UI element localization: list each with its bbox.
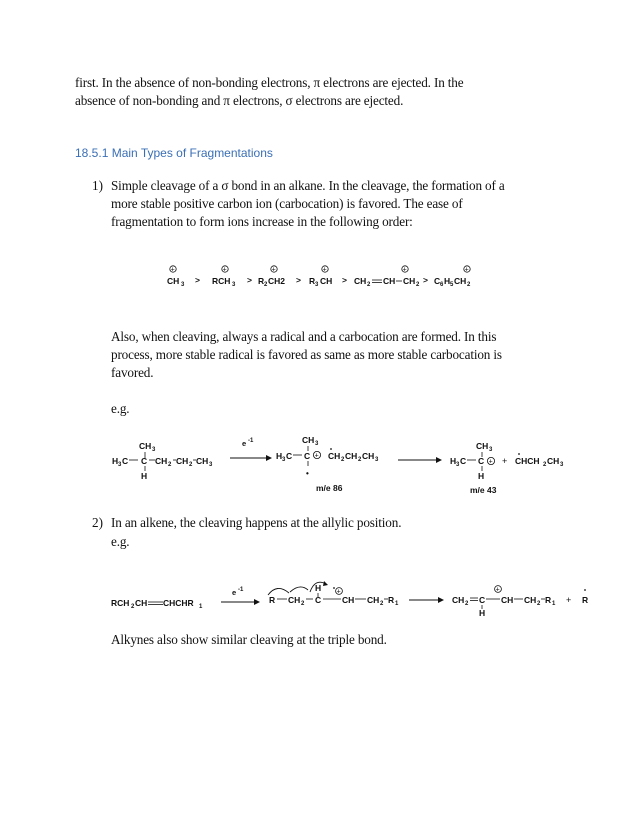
svg-text:H: H — [444, 276, 451, 286]
intermediate-1 — [276, 435, 379, 493]
svg-text:H: H — [276, 451, 283, 461]
svg-text:CH: CH — [135, 598, 148, 608]
svg-text:+: + — [502, 456, 508, 466]
svg-text:2: 2 — [189, 462, 193, 468]
svg-text:CH: CH — [452, 595, 465, 605]
item1-eg: e.g. — [111, 401, 130, 416]
svg-text:+: + — [170, 266, 175, 274]
item1-para2-line-3: favored. — [111, 365, 154, 380]
svg-text:>: > — [296, 275, 301, 285]
order-r3ch — [309, 266, 332, 288]
svg-text:2: 2 — [537, 601, 541, 607]
order-ch3 — [167, 266, 185, 288]
order-benzyl — [434, 266, 471, 288]
svg-text:H: H — [478, 471, 485, 481]
svg-text:CH: CH — [524, 595, 537, 605]
svg-text:C: C — [122, 456, 129, 466]
svg-text:>: > — [423, 275, 428, 285]
svg-text:+: + — [322, 266, 327, 274]
svg-text:>: > — [247, 275, 252, 285]
svg-text:CH: CH — [367, 595, 380, 605]
svg-text:CH: CH — [354, 276, 367, 286]
svg-text:CHCH: CHCH — [515, 456, 540, 466]
intermediate-2 — [268, 581, 399, 607]
order-r2ch2 — [258, 266, 285, 288]
svg-text:+: + — [271, 266, 276, 274]
svg-text:3: 3 — [489, 447, 493, 453]
svg-text:3: 3 — [315, 441, 319, 447]
svg-text:CH: CH — [547, 456, 560, 466]
svg-text:CH: CH — [403, 276, 416, 286]
list-number-2: 2) — [92, 515, 103, 530]
svg-text:3: 3 — [232, 282, 236, 288]
svg-text:R: R — [258, 276, 265, 286]
product-1 — [450, 441, 564, 495]
svg-text:CH: CH — [328, 451, 341, 461]
svg-text:3: 3 — [209, 462, 213, 468]
svg-text:+: + — [464, 266, 469, 274]
svg-text:>: > — [342, 275, 347, 285]
svg-text:CH: CH — [302, 435, 315, 445]
svg-text:R: R — [545, 595, 552, 605]
svg-text:2: 2 — [358, 457, 362, 463]
item2-line-1: In an alkene, the cleaving happens at the allylic position. — [111, 515, 402, 530]
svg-text:>: > — [195, 275, 200, 285]
svg-text:3: 3 — [315, 282, 319, 288]
svg-text:2: 2 — [367, 282, 371, 288]
svg-text:CHCHR: CHCHR — [163, 598, 194, 608]
item1-line-2: more stable positive carbon ion (carbocation) is favored. The ease of — [111, 196, 463, 211]
svg-text:3: 3 — [375, 457, 379, 463]
svg-text:CH: CH — [454, 276, 467, 286]
svg-text:C: C — [315, 595, 322, 605]
item2-closing: Alkynes also show similar cleaving at the triple bond. — [111, 632, 387, 647]
svg-text:CH: CH — [383, 276, 396, 286]
intro-line-2: absence of non-bonding and π electrons, σ electrons are ejected. — [75, 93, 404, 108]
svg-text:2: 2 — [341, 457, 345, 463]
svg-text:+: + — [222, 266, 227, 274]
svg-text:CH: CH — [501, 595, 514, 605]
svg-text:C: C — [460, 456, 467, 466]
svg-text:2: 2 — [416, 282, 420, 288]
svg-text:R: R — [309, 276, 316, 286]
svg-text:1: 1 — [199, 604, 203, 610]
svg-text:-1: -1 — [248, 438, 254, 444]
svg-text:H: H — [315, 583, 322, 593]
svg-text:C: C — [286, 451, 293, 461]
svg-text:C: C — [304, 451, 311, 461]
item1-para2-line-2: process, more stable radical is favored as same as more stable carbocation is — [111, 347, 502, 362]
svg-text:R: R — [269, 595, 276, 605]
svg-text:2: 2 — [380, 601, 384, 607]
svg-text:e: e — [242, 439, 247, 448]
svg-text:R: R — [388, 595, 395, 605]
svg-text:+: + — [336, 588, 341, 596]
svg-text:3: 3 — [181, 282, 185, 288]
svg-text:3: 3 — [118, 462, 122, 468]
svg-text:H: H — [450, 456, 457, 466]
svg-text:3: 3 — [152, 447, 156, 453]
item2-eg: e.g. — [111, 534, 130, 549]
svg-text:CH: CH — [196, 456, 209, 466]
svg-text:+: + — [314, 452, 319, 460]
item1-line-1: Simple cleavage of a σ bond in an alkane. In the cleavage, the formation of a — [111, 178, 505, 193]
svg-text:2: 2 — [131, 604, 135, 610]
svg-text:+: + — [495, 586, 500, 594]
svg-text:+: + — [566, 595, 572, 605]
svg-text:6: 6 — [440, 282, 444, 288]
svg-text:+: + — [488, 458, 493, 466]
svg-text:2: 2 — [543, 462, 547, 468]
svg-text:CH: CH — [155, 456, 168, 466]
svg-text:H: H — [112, 456, 119, 466]
svg-text:3: 3 — [456, 462, 460, 468]
intro-line-1: first. In the absence of non-bonding electrons, π electrons are ejected. In the — [75, 75, 464, 90]
svg-text:C: C — [479, 595, 486, 605]
svg-text:2: 2 — [465, 601, 469, 607]
svg-text:CH: CH — [167, 276, 180, 286]
svg-text:CH: CH — [139, 441, 152, 451]
product-2 — [452, 586, 588, 618]
svg-text:2: 2 — [301, 601, 305, 607]
svg-text:3: 3 — [282, 457, 286, 463]
svg-text:+: + — [402, 266, 407, 274]
svg-text:3: 3 — [560, 462, 564, 468]
reactant-1 — [112, 441, 213, 481]
svg-text:e: e — [232, 588, 237, 597]
svg-text:CH: CH — [362, 451, 375, 461]
svg-text:5: 5 — [450, 282, 454, 288]
svg-text:CH: CH — [288, 595, 301, 605]
section-heading: 18.5.1 Main Types of Fragmentations — [75, 146, 273, 160]
svg-text:2: 2 — [467, 282, 471, 288]
svg-text:CH: CH — [320, 276, 333, 286]
item1-para2-line-1: Also, when cleaving, always a radical and a carbocation are formed. In this — [111, 329, 497, 344]
svg-text:m/e 43: m/e 43 — [470, 485, 497, 495]
svg-text:1: 1 — [395, 601, 399, 607]
svg-text:C: C — [434, 276, 441, 286]
svg-text:-1: -1 — [238, 587, 244, 593]
svg-text:H: H — [479, 608, 486, 618]
item1-line-3: fragmentation to form ions increase in the following order: — [111, 214, 413, 229]
svg-text:RCH: RCH — [212, 276, 231, 286]
svg-text:2: 2 — [168, 462, 172, 468]
svg-text:CH: CH — [342, 595, 355, 605]
list-number-1: 1) — [92, 178, 103, 193]
svg-text:CH2: CH2 — [268, 276, 286, 286]
svg-text:H: H — [141, 471, 148, 481]
svg-text:RCH: RCH — [111, 598, 130, 608]
svg-text:2: 2 — [264, 282, 268, 288]
svg-text:CH: CH — [345, 451, 358, 461]
svg-text:C: C — [478, 456, 485, 466]
order-rch2 — [212, 266, 236, 288]
svg-text:m/e 86: m/e 86 — [316, 483, 343, 493]
svg-text:C: C — [141, 456, 148, 466]
order-allyl — [354, 266, 420, 288]
svg-text:•: • — [306, 469, 309, 478]
svg-text:CH: CH — [476, 441, 489, 451]
svg-text:CH: CH — [176, 456, 189, 466]
reactant-2 — [111, 598, 203, 610]
svg-text:1: 1 — [552, 601, 556, 607]
svg-text:R: R — [582, 595, 589, 605]
